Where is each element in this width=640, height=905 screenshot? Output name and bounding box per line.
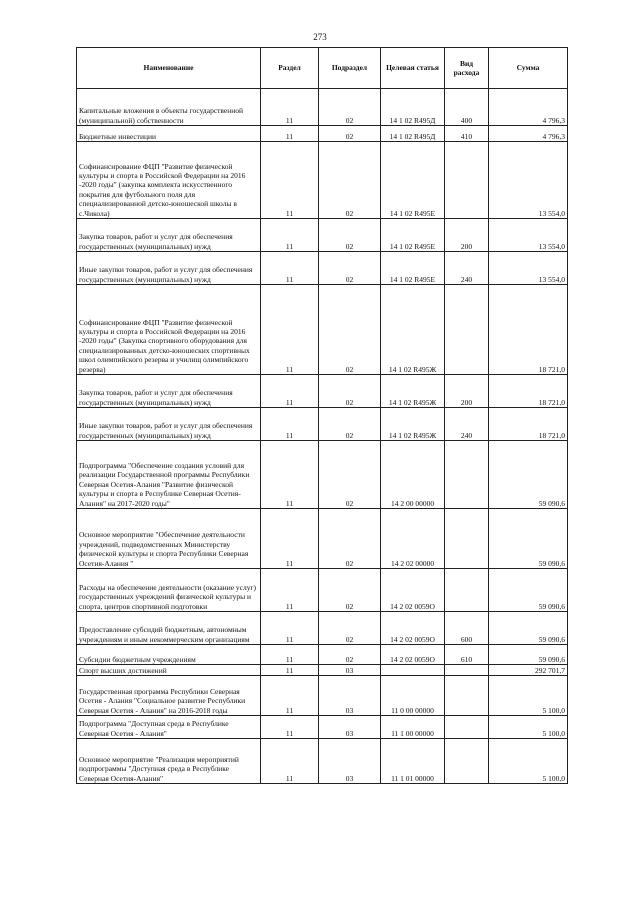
row-name-text: Основное мероприятие "Обеспечение деятельности учреждений, подведомственных Министерству физической культуры и спорта Республики Северная Осетия-Алания " [79,530,249,568]
row-subsection: 02 [319,509,381,569]
row-expense-type [445,716,489,739]
row-sum: 292 701,7 [489,665,568,676]
row-sum: 4 796,3 [489,126,568,142]
row-expense-type: 240 [445,408,489,441]
row-section: 11 [261,219,319,252]
row-sum: 18 721,0 [489,375,568,408]
row-name-text: Софинансирование ФЦП "Развитие физической культуры и спорта в Российской Федерации на 2016 -2020 годы" (Закупка спортивного оборудования для специализированных детско-юношеских спортивных школ олимпийского резерва и училищ олимпийского резерва) [79,317,250,374]
table-row [77,252,568,285]
row-section: 11 [261,569,319,612]
row-subsection: 02 [319,408,381,441]
row-section: 11 [261,252,319,285]
row-expense-type: 410 [445,126,489,142]
row-target: 14 1 02 R495Д [381,89,445,126]
row-name [77,665,261,676]
table-header-row [77,48,568,89]
row-subsection: 02 [319,142,381,219]
row-name [77,676,261,716]
table-row [77,739,568,784]
row-target: 11 1 00 00000 [381,716,445,739]
row-section: 11 [261,645,319,665]
row-name [77,285,261,375]
row-subsection: 02 [319,645,381,665]
table-row [77,612,568,645]
row-expense-type [445,569,489,612]
row-target: 14 1 02 R495Д [381,126,445,142]
row-target: 14 1 02 R495Е [381,252,445,285]
row-name-text: Подпрограмма "Обеспечение создания условий для реализации Государственной программы Республики Северная Осетия-Алания "Развитие физической культуры и спорта в Республике Северная Осетия-Алания" на 2017-2020 годы" [79,460,250,508]
row-name [77,252,261,285]
table-row [77,645,568,665]
row-target: 14 2 00 00000 [381,441,445,509]
row-expense-type [445,665,489,676]
row-name-text: Бюджетные инвестиции [79,131,156,141]
row-expense-type [445,441,489,509]
row-subsection: 02 [319,375,381,408]
row-name-text: Закупка товаров, работ и услуг для обеспечения государственных (муниципальных) нужд [79,232,233,251]
row-subsection: 02 [319,612,381,645]
table-row [77,408,568,441]
row-name-text: Субсидии бюджетным учреждениям [79,654,196,664]
row-name [77,509,261,569]
row-name [77,219,261,252]
row-name [77,408,261,441]
row-sum: 59 090,6 [489,509,568,569]
table-row [77,716,568,739]
row-expense-type: 610 [445,645,489,665]
row-target: 14 1 02 R495Ж [381,375,445,408]
row-target: 11 0 00 00000 [381,676,445,716]
row-subsection: 02 [319,569,381,612]
row-subsection: 03 [319,665,381,676]
row-section: 11 [261,126,319,142]
table-row [77,219,568,252]
table-row [77,676,568,716]
row-expense-type: 200 [445,219,489,252]
row-name-text: Основное мероприятие "Реализация мероприятий подпрограммы "Доступная среда в Республике Северная Осетия-Алания" [79,754,239,783]
row-subsection: 03 [319,676,381,716]
row-section: 11 [261,142,319,219]
row-name [77,126,261,142]
row-subsection: 03 [319,716,381,739]
row-name-text: Спорт высших достижений [79,665,167,675]
row-sum: 5 100,0 [489,716,568,739]
row-section: 11 [261,509,319,569]
row-sum: 18 721,0 [489,408,568,441]
row-expense-type: 400 [445,89,489,126]
table-row [77,665,568,676]
table-row [77,142,568,219]
row-section: 11 [261,285,319,375]
header-subsection: Подраздел [319,48,381,89]
row-name-text: Предоставление субсидий бюджетным, автономным учреждениям и иным некоммерческим организациям [79,625,250,644]
row-subsection: 02 [319,285,381,375]
row-sum: 5 100,0 [489,739,568,784]
row-name-text: Софинансирование ФЦП "Развитие физической культуры и спорта в Российской Федерации на 2016 -2020 годы" (закупка комплекта искусственного покрытия для футбольного поля для специализированной детско-юношеской школы в с.Чикола) [79,161,246,218]
row-name [77,645,261,665]
row-sum: 59 090,6 [489,645,568,665]
table-row [77,509,568,569]
row-section: 11 [261,408,319,441]
table-row [77,441,568,509]
row-subsection: 02 [319,219,381,252]
row-target: 14 1 02 R495Ж [381,285,445,375]
row-name [77,89,261,126]
row-sum: 59 090,6 [489,612,568,645]
budget-table [76,47,568,784]
row-expense-type: 200 [445,375,489,408]
row-section: 11 [261,739,319,784]
row-target: 14 1 02 R495Ж [381,408,445,441]
header-name: Наименование [77,48,261,89]
row-name-text: Иные закупки товаров, работ и услуг для обеспечения государственных (муниципальных) нужд [79,421,253,440]
page-number: 273 [313,32,327,42]
row-expense-type [445,285,489,375]
row-name-text: Подпрограмма "Доступная среда в Республике Северная Осетия - Алания" [79,719,229,738]
row-target [381,665,445,676]
table-row [77,569,568,612]
row-name [77,716,261,739]
row-expense-type [445,739,489,784]
row-name-text: Расходы на обеспечение деятельности (оказание услуг) государственных учреждений физической культуры и спорта, центров спортивной подготовки [79,582,257,611]
header-sum: Сумма [489,48,568,89]
table-row [77,126,568,142]
header-target: Целевая статья [381,48,445,89]
row-name-text: Иные закупки товаров, работ и услуг для обеспечения государственных (муниципальных) нужд [79,265,253,284]
row-expense-type: 600 [445,612,489,645]
row-section: 11 [261,441,319,509]
row-expense-type [445,509,489,569]
row-target: 14 2 02 0059О [381,569,445,612]
row-name [77,569,261,612]
row-section: 11 [261,665,319,676]
row-name-text: Государственная программа Республики Северная Осетия - Алания "Социальное развитие Республики Северная Осетия - Алания" на 2016-2018 годы [79,686,246,715]
row-sum: 59 090,6 [489,569,568,612]
row-section: 11 [261,676,319,716]
row-name [77,441,261,509]
row-subsection: 02 [319,252,381,285]
row-expense-type [445,142,489,219]
row-target: 14 2 02 0059О [381,612,445,645]
row-section: 11 [261,716,319,739]
row-sum: 13 554,0 [489,219,568,252]
row-target: 14 2 02 00000 [381,509,445,569]
row-name-text: Капитальные вложения в объекты государственной (муниципальной) собственности [79,106,244,125]
row-name [77,142,261,219]
row-name-text: Закупка товаров, работ и услуг для обеспечения государственных (муниципальных) нужд [79,388,233,407]
table-row [77,89,568,126]
row-expense-type [445,676,489,716]
row-target: 14 2 02 0059О [381,645,445,665]
row-subsection: 02 [319,126,381,142]
row-sum: 18 721,0 [489,285,568,375]
row-subsection: 02 [319,441,381,509]
row-name [77,612,261,645]
row-section: 11 [261,375,319,408]
row-target: 14 1 02 R495Е [381,142,445,219]
row-subsection: 02 [319,89,381,126]
table-row [77,375,568,408]
header-section: Раздел [261,48,319,89]
row-expense-type: 240 [445,252,489,285]
row-subsection: 03 [319,739,381,784]
row-sum: 13 554,0 [489,252,568,285]
row-section: 11 [261,89,319,126]
row-sum: 13 554,0 [489,142,568,219]
row-name [77,739,261,784]
row-sum: 4 796,3 [489,89,568,126]
row-sum: 59 090,6 [489,441,568,509]
row-name [77,375,261,408]
row-target: 11 1 01 00000 [381,739,445,784]
row-section: 11 [261,612,319,645]
row-sum: 5 100,0 [489,676,568,716]
header-expense-type: Вид расхода [445,48,489,89]
row-target: 14 1 02 R495Е [381,219,445,252]
table-row [77,285,568,375]
